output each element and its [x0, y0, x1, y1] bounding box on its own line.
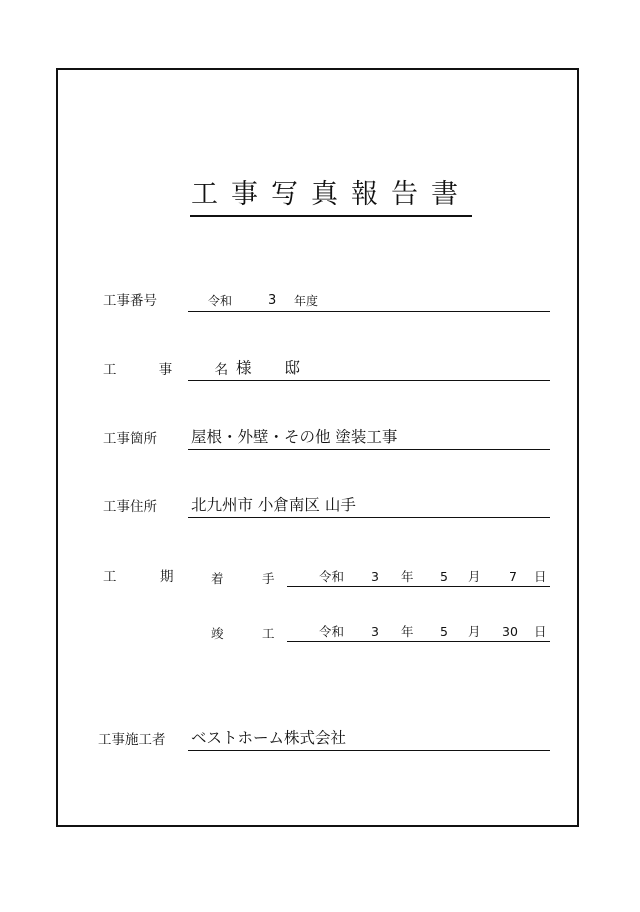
construction-address-value: 北九州市 小倉南区 山手 [191, 496, 356, 514]
construction-location-label: 工事箇所 [103, 431, 157, 447]
construction-name-field [188, 356, 550, 381]
start-era: 令和 [319, 569, 345, 584]
construction-location-field [188, 425, 550, 450]
construction-location-value: 屋根・外壁・その他 塗装工事 [191, 428, 398, 446]
construction-name-value: 様 邸 [236, 359, 314, 377]
construction-number-field [188, 288, 550, 312]
year-text: 3 [268, 293, 277, 308]
contractor-label: 工事施工者 [98, 732, 166, 748]
end-year: 3 [371, 624, 379, 639]
contractor-field [188, 726, 550, 751]
construction-address-label: 工事住所 [103, 499, 157, 515]
start-day-unit: 日 [534, 569, 547, 584]
construction-name-label: 工 事 名 [103, 362, 248, 378]
start-month-unit: 月 [468, 569, 481, 584]
start-date-field [287, 568, 550, 587]
end-date-field [287, 623, 550, 642]
end-era: 令和 [319, 624, 345, 639]
period-label-left: 工 [103, 569, 117, 585]
start-year-unit: 年 [401, 569, 414, 584]
end-label-right: 工 [262, 626, 275, 641]
end-day-unit: 日 [534, 624, 547, 639]
end-day: 30 [502, 624, 518, 639]
start-month: 5 [440, 569, 448, 584]
era-text: 令和 [208, 294, 233, 308]
construction-address-field [188, 493, 550, 518]
period-label-right: 期 [160, 569, 174, 585]
year-suffix-text: 年度 [294, 294, 319, 308]
report-title: 工事写真報告書 [190, 178, 472, 217]
contractor-value: ベストホーム株式会社 [191, 729, 347, 747]
end-month-unit: 月 [468, 624, 481, 639]
end-label-left: 竣 [211, 626, 224, 641]
start-label-right: 手 [262, 571, 275, 586]
end-year-unit: 年 [401, 624, 414, 639]
start-label-left: 着 [211, 571, 224, 586]
start-day: 7 [509, 569, 517, 584]
start-year: 3 [371, 569, 379, 584]
construction-number-label: 工事番号 [103, 293, 157, 309]
end-month: 5 [440, 624, 448, 639]
